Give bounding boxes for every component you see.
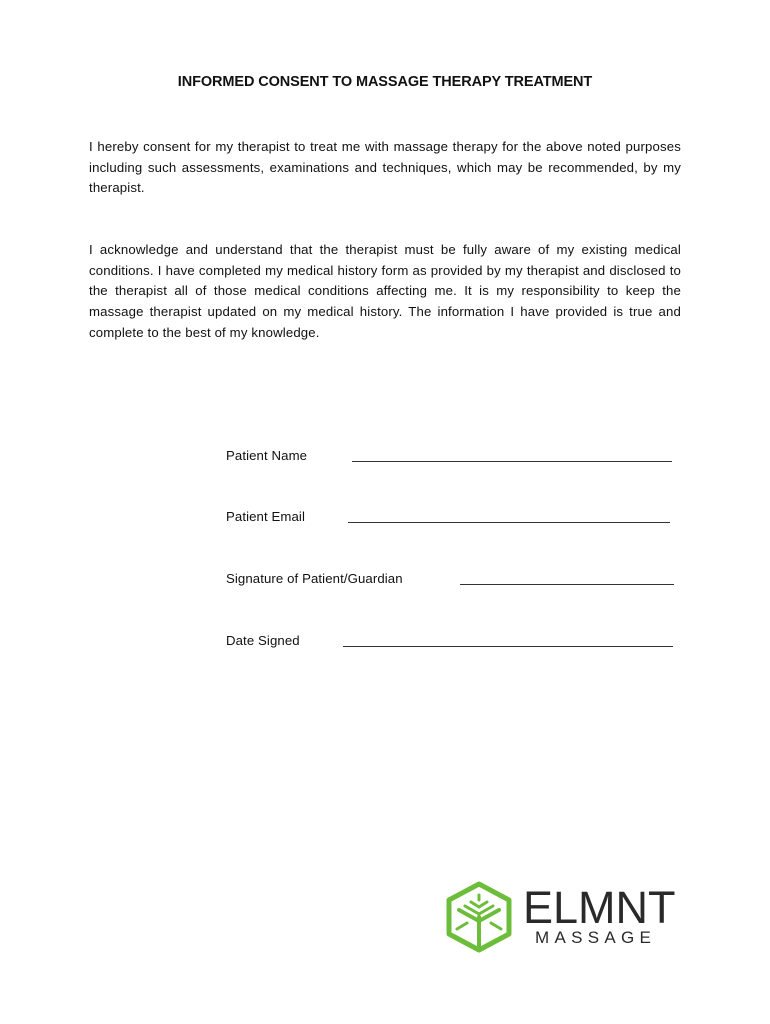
date-signed-line[interactable] [343,646,673,647]
document-title: INFORMED CONSENT TO MASSAGE THERAPY TREATMENT [177,74,593,90]
signature-label: Signature of Patient/Guardian [226,571,403,586]
elmnt-massage-logo [443,881,683,953]
signature-line[interactable] [460,584,674,585]
patient-email-field [226,509,676,529]
date-signed-label: Date Signed [226,633,300,648]
patient-email-line[interactable] [348,522,670,523]
patient-email-label: Patient Email [226,509,305,524]
signature-field [226,571,676,591]
patient-name-line[interactable] [352,461,672,462]
patient-name-field [226,448,676,468]
logo-subtext: MASSAGE [535,928,657,947]
logo-wordmark: ELMNT [523,882,676,933]
date-signed-field [226,633,676,653]
acknowledgement-paragraph: I acknowledge and understand that the therapist must be fully aware of my existing medical conditions. I have completed my medical history form as provided by my therapist and disclosed to the therapist all of those medical conditions affecting me. It is my responsibility to keep the massage therapist updated on my medical history. The information I have provided is true and complete to the best of my knowledge. [89,242,681,340]
green-hexagon-tree-icon [443,881,515,953]
consent-paragraph: I hereby consent for my therapist to treat me with massage therapy for the above noted purposes including such assessments, examinations and techniques, which may be recommended, by my therapist. [89,139,681,196]
patient-name-label: Patient Name [226,448,308,463]
